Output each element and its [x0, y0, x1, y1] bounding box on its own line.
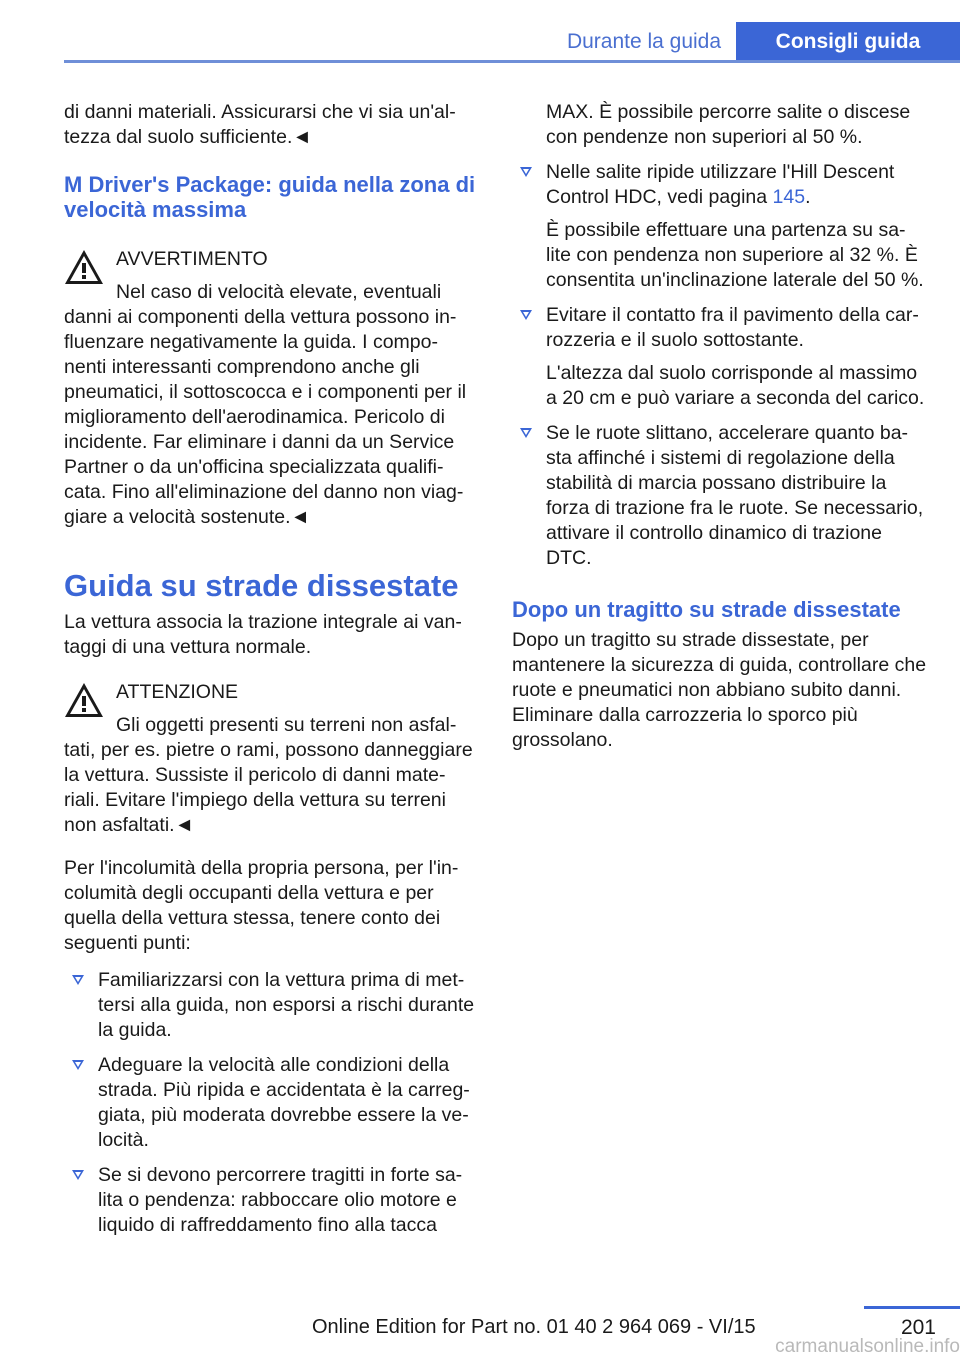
- list-item-subtext: È possibile effettuare una partenza su sa-lite con pendenza non superiore al 32 %. È consentita un'inclinazione laterale del 50 %.: [546, 219, 924, 291]
- heading-after-rough-roads: Dopo un tragitto su strade dissestate: [512, 597, 901, 622]
- watermark: carmanualsonline.info: [775, 1336, 960, 1357]
- warning-text: [64, 713, 480, 838]
- hdc-text-end: .: [805, 186, 811, 208]
- list-item-text: Se si devono percorrere tragitti in forte sa-lita o pendenza: rabboccare olio motore e liquido di raffreddamento fino alla tacca: [98, 1164, 463, 1236]
- section-tab[interactable]: Durante la guida: [566, 30, 722, 53]
- list-item-text: [546, 160, 928, 210]
- list-item: [64, 968, 480, 1043]
- left-column: [64, 100, 480, 1238]
- bullet-triangle-icon: [72, 975, 84, 985]
- list-item-text: Se le ruote slittano, accelerare quanto ba-sta affinché i sistemi di regolazione della stabilità di marcia possano distribuire la forza di trazione fra le ruote. Se necessario, attivare il controllo dinamico di trazione DTC.: [546, 422, 924, 569]
- warning-text-body: Nel caso di velocità elevate, eventuali danni ai componenti della vettura possono in-fluenzare negativamente la guida. I compo-nenti interessanti comprendono anche gli pneumatici, il sottoscocca e i componenti per il miglioramento dell'aerodinamica. Pericolo di incidente. Far eliminare i danni da un Service Partner o da un'officina specializzata qualifi-cata. Fino all'eliminazione del danno non viag-giare a velocità sostenute.◄: [64, 281, 467, 528]
- warning-triangle-icon: [64, 682, 104, 718]
- list-item: [64, 1163, 480, 1238]
- list-item-text: Familiarizzarsi con la vettura prima di met-tersi alla guida, non esporsi a rischi durante la guida.: [98, 969, 475, 1041]
- after-paragraph: Dopo un tragitto su strade dissestate, per mantenere la sicurezza di guida, controllare che ruote e pneumatici non abbiano subito danni. Eliminare dalla carrozzeria lo sporco più grossolano.: [512, 629, 927, 751]
- warning-title: AVVERTIMENTO: [116, 248, 268, 270]
- bullet-triangle-icon: [520, 167, 532, 177]
- continued-paragraph: di danni materiali. Assicurarsi che vi sia un'al-tezza dal suolo sufficiente.◄: [64, 101, 456, 148]
- warning-block-unpaved: [64, 680, 480, 838]
- warning-block-speed: [64, 247, 480, 530]
- list-item-subtext: L'altezza dal suolo corrisponde al massimo a 20 cm e può variare a seconda del carico.: [546, 362, 925, 409]
- warning-text-body: Gli oggetti presenti su terreni non asfal-tati, per es. pietre o rami, possono danneggiare la vettura. Sussiste il pericolo di danni mate-riali. Evitare l'impiego della vettura su terreni non asfaltati.◄: [64, 714, 473, 836]
- list-item: [512, 160, 928, 293]
- warning-title: ATTENZIONE: [116, 681, 239, 703]
- footer-rule: [864, 1306, 960, 1309]
- list-item: [512, 421, 928, 571]
- warning-text: [64, 280, 480, 530]
- header-rule: [64, 60, 960, 63]
- bullet-triangle-icon: [520, 310, 532, 320]
- right-column: [512, 100, 928, 753]
- bullet-triangle-icon: [72, 1170, 84, 1180]
- safety-paragraph: Per l'incolumità della propria persona, per l'in-columità degli occupanti della vettura e per quella della vettura stessa, tenere conto dei seguenti punti:: [64, 857, 459, 954]
- hdc-text: Nelle salite ripide utilizzare l'Hill Descent Control HDC, vedi pagina: [546, 161, 895, 208]
- bullet-triangle-icon: [72, 1060, 84, 1070]
- list-item-text: Adeguare la velocità alle condizioni della strada. Più ripida e accidentata è la carreg-giata, più moderata dovrebbe essere la ve-locità.: [98, 1054, 470, 1151]
- continued-list-item: MAX. È possibile percorre salite o discese con pendenze non superiori al 50 %.: [546, 101, 911, 148]
- list-item: [512, 303, 928, 411]
- heading-rough-roads: Guida su strade dissestate: [64, 568, 459, 603]
- warning-triangle-icon: [64, 249, 104, 285]
- page-number: 201: [900, 1316, 936, 1339]
- bullet-triangle-icon: [520, 428, 532, 438]
- list-item-text: Evitare il contatto fra il pavimento della car-rozzeria e il suolo sottostante.: [546, 304, 919, 351]
- list-item: [64, 1053, 480, 1153]
- page-header: [0, 0, 960, 62]
- chapter-tab[interactable]: Consigli guida: [736, 22, 960, 62]
- heading-m-driver-package: M Driver's Package: guida nella zona di velocità massima: [64, 172, 476, 222]
- edition-text: Online Edition for Part no. 01 40 2 964 069 - VI/15: [312, 1316, 756, 1338]
- page-link-145[interactable]: 145: [772, 186, 806, 208]
- intro-paragraph: La vettura associa la trazione integrale ai van-taggi di una vettura normale.: [64, 611, 462, 658]
